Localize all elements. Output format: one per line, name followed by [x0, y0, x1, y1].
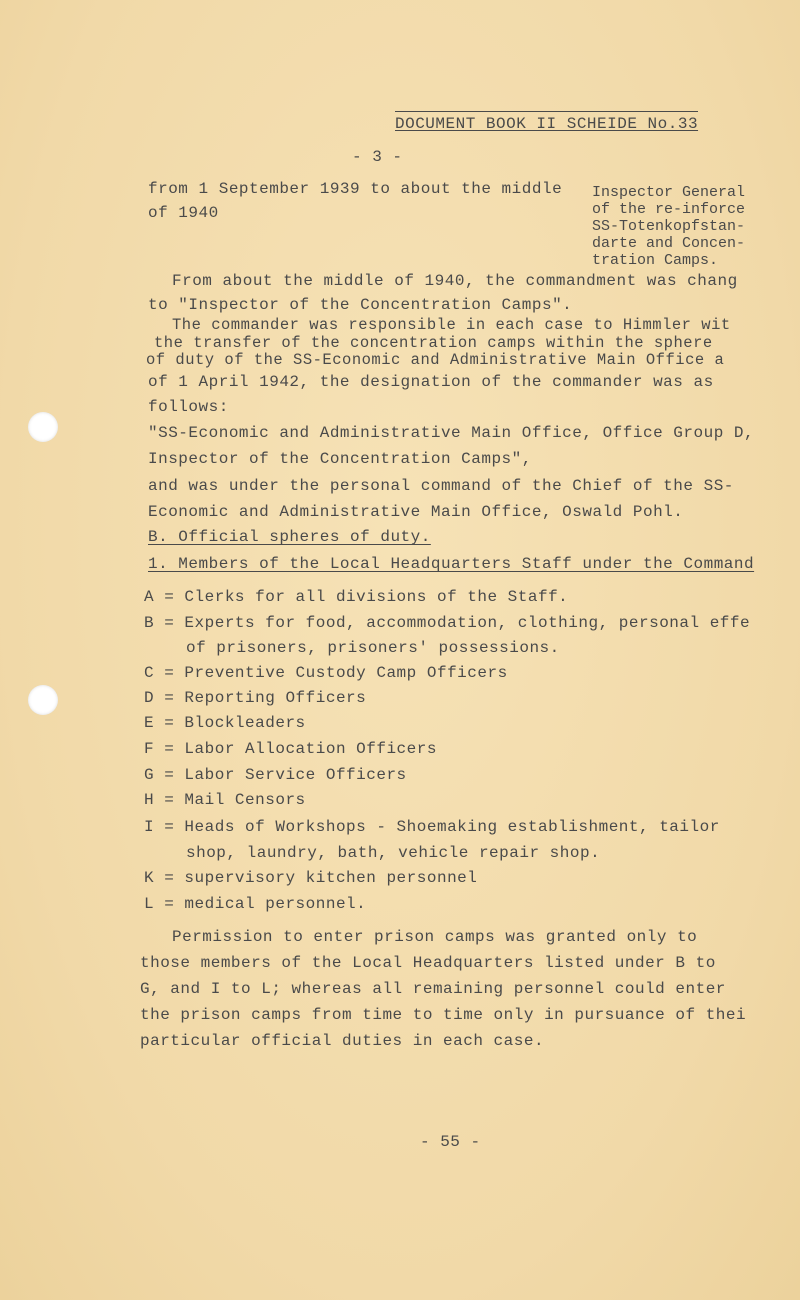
staff-text: Labor Allocation Officers	[184, 740, 437, 758]
staff-key: H	[144, 791, 155, 809]
staff-list-item: E = Blockleaders	[144, 714, 306, 732]
staff-text: Clerks for all divisions of the Staff.	[184, 588, 569, 606]
closing-line: those members of the Local Headquarters listed under B to	[140, 954, 716, 972]
staff-key: L	[144, 895, 155, 913]
staff-text: supervisory kitchen personnel	[184, 869, 478, 887]
staff-list-item: B = Experts for food, accommodation, clothing, personal effe	[144, 614, 751, 632]
staff-list-item: C = Preventive Custody Camp Officers	[144, 664, 508, 682]
body-line: Inspector of the Concentration Camps",	[148, 450, 532, 468]
side-note-line: of the re-inforce	[592, 201, 746, 218]
staff-key: C	[144, 664, 155, 682]
punch-hole-top	[28, 412, 58, 442]
staff-key: F	[144, 740, 155, 758]
section-b-heading: B. Official spheres of duty.	[148, 528, 431, 546]
body-line: of 1 April 1942, the designation of the commander was as	[148, 373, 714, 391]
staff-list-item: G = Labor Service Officers	[144, 766, 407, 784]
staff-list-continuation: shop, laundry, bath, vehicle repair shop.	[186, 844, 601, 862]
staff-list-item: F = Labor Allocation Officers	[144, 740, 437, 758]
staff-key: E	[144, 714, 155, 732]
staff-key: G	[144, 766, 155, 784]
staff-text: Heads of Workshops - Shoemaking establishment, tailor	[184, 818, 720, 836]
staff-list-item: L = medical personnel.	[144, 895, 367, 913]
staff-list-item: A = Clerks for all divisions of the Staff.	[144, 588, 569, 606]
staff-text: Preventive Custody Camp Officers	[184, 664, 508, 682]
document-header: DOCUMENT BOOK II SCHEIDE No.33	[395, 115, 699, 133]
side-note-line: darte and Concen-	[592, 235, 746, 252]
side-note-line: tration Camps.	[592, 252, 719, 269]
body-line: Economic and Administrative Main Office, Oswald Pohl.	[148, 503, 684, 521]
staff-list-item: D = Reporting Officers	[144, 689, 367, 707]
body-line: follows:	[148, 398, 229, 416]
staff-list-item: I = Heads of Workshops - Shoemaking establishment, tailor	[144, 818, 720, 836]
body-line: to "Inspector of the Concentration Camps".	[148, 296, 573, 314]
staff-key: A	[144, 588, 155, 606]
side-note-line: Inspector General	[592, 184, 746, 201]
body-line: The commander was responsible in each case to Himmler wit	[172, 316, 731, 334]
staff-text: Mail Censors	[184, 791, 306, 809]
staff-text: Labor Service Officers	[184, 766, 407, 784]
section-1-heading: 1. Members of the Local Headquarters Staff under the Command	[148, 555, 755, 573]
page-marker: - 3 -	[352, 148, 403, 166]
closing-line: particular official duties in each case.	[140, 1032, 545, 1050]
staff-key: B	[144, 614, 155, 632]
staff-text: Blockleaders	[184, 714, 306, 732]
staff-list-item: K = supervisory kitchen personnel	[144, 869, 478, 887]
staff-list-continuation: of prisoners, prisoners' possessions.	[186, 639, 560, 657]
staff-text: medical personnel.	[184, 895, 367, 913]
body-line: of duty of the SS-Economic and Administrative Main Office a	[146, 351, 725, 369]
page-number: - 55 -	[420, 1133, 481, 1151]
side-note	[592, 184, 745, 269]
staff-key: D	[144, 689, 155, 707]
intro-line-1: from 1 September 1939 to about the middle	[148, 180, 563, 198]
staff-list-item: H = Mail Censors	[144, 791, 306, 809]
body-line: "SS-Economic and Administrative Main Office, Office Group D,	[148, 424, 755, 442]
punch-hole-bottom	[28, 685, 58, 715]
staff-text: Reporting Officers	[184, 689, 367, 707]
closing-line: Permission to enter prison camps was granted only to	[172, 928, 698, 946]
staff-key: I	[144, 818, 155, 836]
side-note-line: SS-Totenkopfstan-	[592, 218, 746, 235]
body-line: and was under the personal command of the Chief of the SS-	[148, 477, 734, 495]
staff-text: Experts for food, accommodation, clothing, personal effe	[184, 614, 751, 632]
staff-key: K	[144, 869, 155, 887]
body-line: From about the middle of 1940, the commandment was chang	[172, 272, 738, 290]
body-line: the transfer of the concentration camps within the sphere	[154, 334, 713, 352]
intro-line-2: of 1940	[148, 204, 219, 222]
closing-line: G, and I to L; whereas all remaining personnel could enter	[140, 980, 726, 998]
closing-line: the prison camps from time to time only in pursuance of thei	[140, 1006, 747, 1024]
